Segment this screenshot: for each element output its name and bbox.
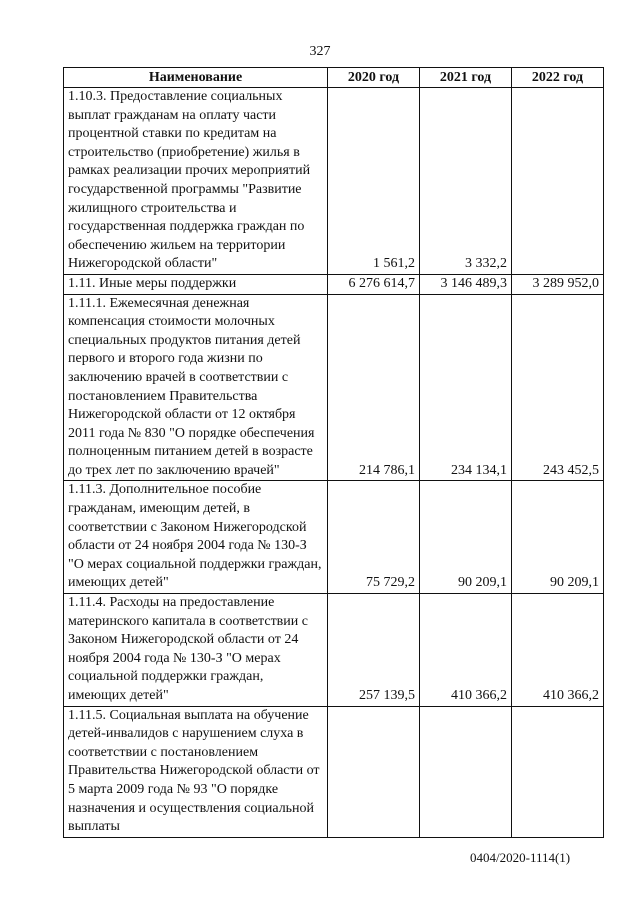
page-number: 327: [309, 44, 331, 59]
row-name: 1.11.1. Ежемесячная денежная компенсация стоимости молочных специальных продуктов питания детей первого и второго года жизни по заключению врачей в соответствии с постановлением Правительства Нижегородской области от 12 октября 2011 года № 830 "О порядке обеспечения полноценным питанием детей в возрасте до трех лет по заключению врачей": [64, 294, 328, 481]
table-row: [64, 274, 604, 294]
row-value-2022: [512, 706, 604, 837]
row-value-2021: [420, 706, 512, 837]
document-code: 0404/2020-1114(1): [470, 850, 571, 865]
header-2021: 2021 год: [420, 68, 512, 88]
row-name: 1.11.5. Социальная выплата на обучение детей-инвалидов с нарушением слуха в соответствии с постановлением Правительства Нижегородской области от 5 марта 2009 года № 93 "О порядке назначения и осуществления социальной выплаты: [64, 706, 328, 837]
row-value-2020: 75 729,2: [328, 481, 420, 594]
row-value-2021: 410 366,2: [420, 594, 512, 707]
row-value-2020: 6 276 614,7: [328, 274, 420, 294]
row-value-2020: 1 561,2: [328, 88, 420, 275]
budget-table: [63, 67, 604, 838]
table-row: [64, 294, 604, 481]
table-row: [64, 481, 604, 594]
row-value-2020: 257 139,5: [328, 594, 420, 707]
row-value-2021: 90 209,1: [420, 481, 512, 594]
row-value-2022: 243 452,5: [512, 294, 604, 481]
table-row: [64, 88, 604, 275]
row-value-2022: [512, 88, 604, 275]
row-value-2022: 410 366,2: [512, 594, 604, 707]
row-value-2022: 90 209,1: [512, 481, 604, 594]
row-value-2020: 214 786,1: [328, 294, 420, 481]
row-value-2022: 3 289 952,0: [512, 274, 604, 294]
row-name: 1.11. Иные меры поддержки: [64, 274, 328, 294]
table-row: [64, 706, 604, 837]
header-2020: 2020 год: [328, 68, 420, 88]
header-2022: 2022 год: [512, 68, 604, 88]
table-header-row: [64, 68, 604, 88]
row-name: 1.11.3. Дополнительное пособие гражданам, имеющим детей, в соответствии с Законом Нижегородской области от 24 ноября 2004 года № 130-З "О мерах социальной поддержки граждан, имеющих детей": [64, 481, 328, 594]
row-value-2021: 3 146 489,3: [420, 274, 512, 294]
row-value-2020: [328, 706, 420, 837]
row-value-2021: 3 332,2: [420, 88, 512, 275]
row-name: 1.10.3. Предоставление социальных выплат гражданам на оплату части процентной ставки по кредитам на строительство (приобретение) жилья в рамках реализации прочих мероприятий государственной программы "Развитие жилищного строительства и государственная поддержка граждан по обеспечению жильем на территории Нижегородской области": [64, 88, 328, 275]
row-value-2021: 234 134,1: [420, 294, 512, 481]
header-name: Наименование: [64, 68, 328, 88]
table-row: [64, 594, 604, 707]
row-name: 1.11.4. Расходы на предоставление материнского капитала в соответствии с Законом Нижегородской области от 24 ноября 2004 года № 130-З "О мерах социальной поддержки граждан, имеющих детей": [64, 594, 328, 707]
